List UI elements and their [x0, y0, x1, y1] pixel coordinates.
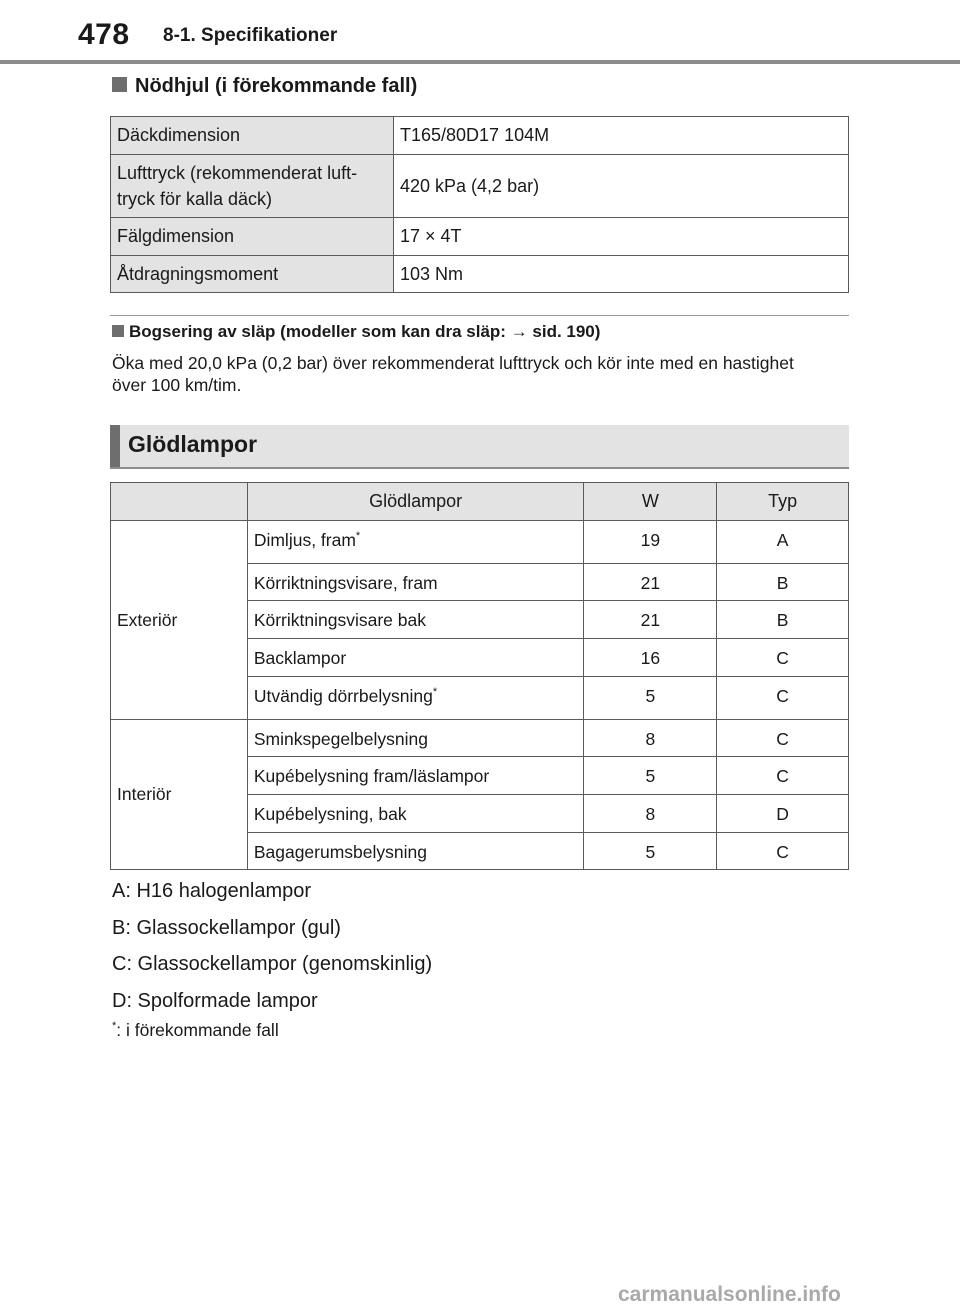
spec-label: Däckdimension — [111, 117, 394, 155]
table-row — [111, 218, 849, 256]
bulb-type: C — [717, 833, 849, 870]
bulb-name: Backlampor — [247, 639, 584, 677]
legend-item: A: H16 halogenlampor — [112, 880, 312, 902]
banner-accent-bar — [110, 425, 120, 467]
square-bullet-icon — [112, 77, 127, 92]
bulb-name-text: Dimljus, fram — [253, 530, 356, 550]
spec-label-text: Lufttryck (rekommenderat luft-tryck för kalla däck) — [117, 163, 358, 209]
spec-value: T165/80D17 104M — [394, 117, 849, 155]
table-row — [111, 720, 849, 757]
bulb-name — [247, 677, 584, 720]
bulb-name: Sminkspegelbelysning — [247, 720, 584, 757]
bulb-name-text: Utvändig dörrbelysning — [253, 686, 433, 706]
bulb-watt: 5 — [584, 833, 717, 870]
spare-wheel-heading-text: Nödhjul (i förekommande fall) — [135, 75, 418, 97]
table-header-row — [111, 483, 849, 521]
bulb-type: C — [717, 757, 849, 795]
bulb-watt: 19 — [584, 521, 717, 564]
bulb-type: C — [717, 720, 849, 757]
header-rule — [0, 60, 960, 64]
bulb-type-legend — [112, 878, 432, 1024]
bulb-name: Bagagerumsbelysning — [247, 833, 584, 870]
bulb-watt: 5 — [584, 677, 717, 720]
spec-value: 420 kPa (4,2 bar) — [394, 155, 849, 218]
bulb-type: C — [717, 677, 849, 720]
bulb-name: Körriktningsvisare, fram — [247, 564, 584, 601]
table-row — [111, 155, 849, 218]
group-label: Exteriör — [111, 521, 248, 720]
footnote — [112, 1020, 279, 1041]
spec-label: Fälgdimension — [111, 218, 394, 256]
table-row — [111, 256, 849, 293]
spec-label — [111, 155, 394, 218]
bulb-name — [247, 521, 584, 564]
bulb-type: C — [717, 639, 849, 677]
column-header: Glödlampor — [247, 483, 584, 521]
spec-value: 103 Nm — [394, 256, 849, 293]
watermark: carmanualsonline.info — [618, 1283, 841, 1306]
legend-item: C: Glassockellampor (genomskinlig) — [112, 953, 433, 975]
table-row — [111, 521, 849, 564]
bulb-watt: 8 — [584, 795, 717, 833]
banner-rule — [110, 467, 849, 469]
towing-text: Öka med 20,0 kPa (0,2 bar) över rekommenderat lufttryck och kör inte med en hastighet över 100 km/tim. — [112, 353, 794, 395]
group-label: Interiör — [111, 720, 248, 870]
bulb-watt: 21 — [584, 601, 717, 639]
legend-item: D: Spolformade lampor — [112, 989, 318, 1012]
section-label: 8-1. Specifikationer — [163, 25, 338, 46]
bulb-name: Kupébelysning, bak — [247, 795, 584, 833]
bulb-type: B — [717, 601, 849, 639]
spare-wheel-heading — [112, 75, 417, 98]
spec-label: Åtdragningsmoment — [111, 256, 394, 293]
spec-value: 17 × 4T — [394, 218, 849, 256]
column-header: Typ — [717, 483, 849, 521]
footnote-mark: * — [355, 530, 361, 543]
page-header — [0, 0, 960, 64]
bulb-name: Kupébelysning fram/läslampor — [247, 757, 584, 795]
spare-wheel-table — [110, 116, 849, 293]
bulb-watt: 5 — [584, 757, 717, 795]
footnote-text: : i förekommande fall — [116, 1020, 279, 1040]
bulb-watt: 16 — [584, 639, 717, 677]
column-header: W — [584, 483, 717, 521]
bulb-type: A — [717, 521, 849, 564]
square-bullet-icon — [112, 325, 124, 337]
footnote-mark: * — [432, 686, 438, 699]
page-number: 478 — [78, 18, 130, 51]
table-row — [111, 117, 849, 155]
bulb-watt: 8 — [584, 720, 717, 757]
bulbs-section-title: Glödlampor — [128, 431, 258, 457]
bulb-type: D — [717, 795, 849, 833]
bulbs-table — [110, 482, 849, 870]
towing-divider — [110, 315, 849, 316]
towing-heading-text: Bogsering av släp (modeller som kan dra släp: → sid. 190) — [129, 322, 601, 341]
legend-item: B: Glassockellampor (gul) — [112, 916, 341, 939]
footnote-mark: * — [112, 1020, 117, 1033]
bulb-type: B — [717, 564, 849, 601]
bulb-watt: 21 — [584, 564, 717, 601]
bulb-name: Körriktningsvisare bak — [247, 601, 584, 639]
column-header — [111, 483, 248, 521]
towing-heading — [112, 322, 600, 342]
bulbs-section-banner — [110, 425, 849, 467]
